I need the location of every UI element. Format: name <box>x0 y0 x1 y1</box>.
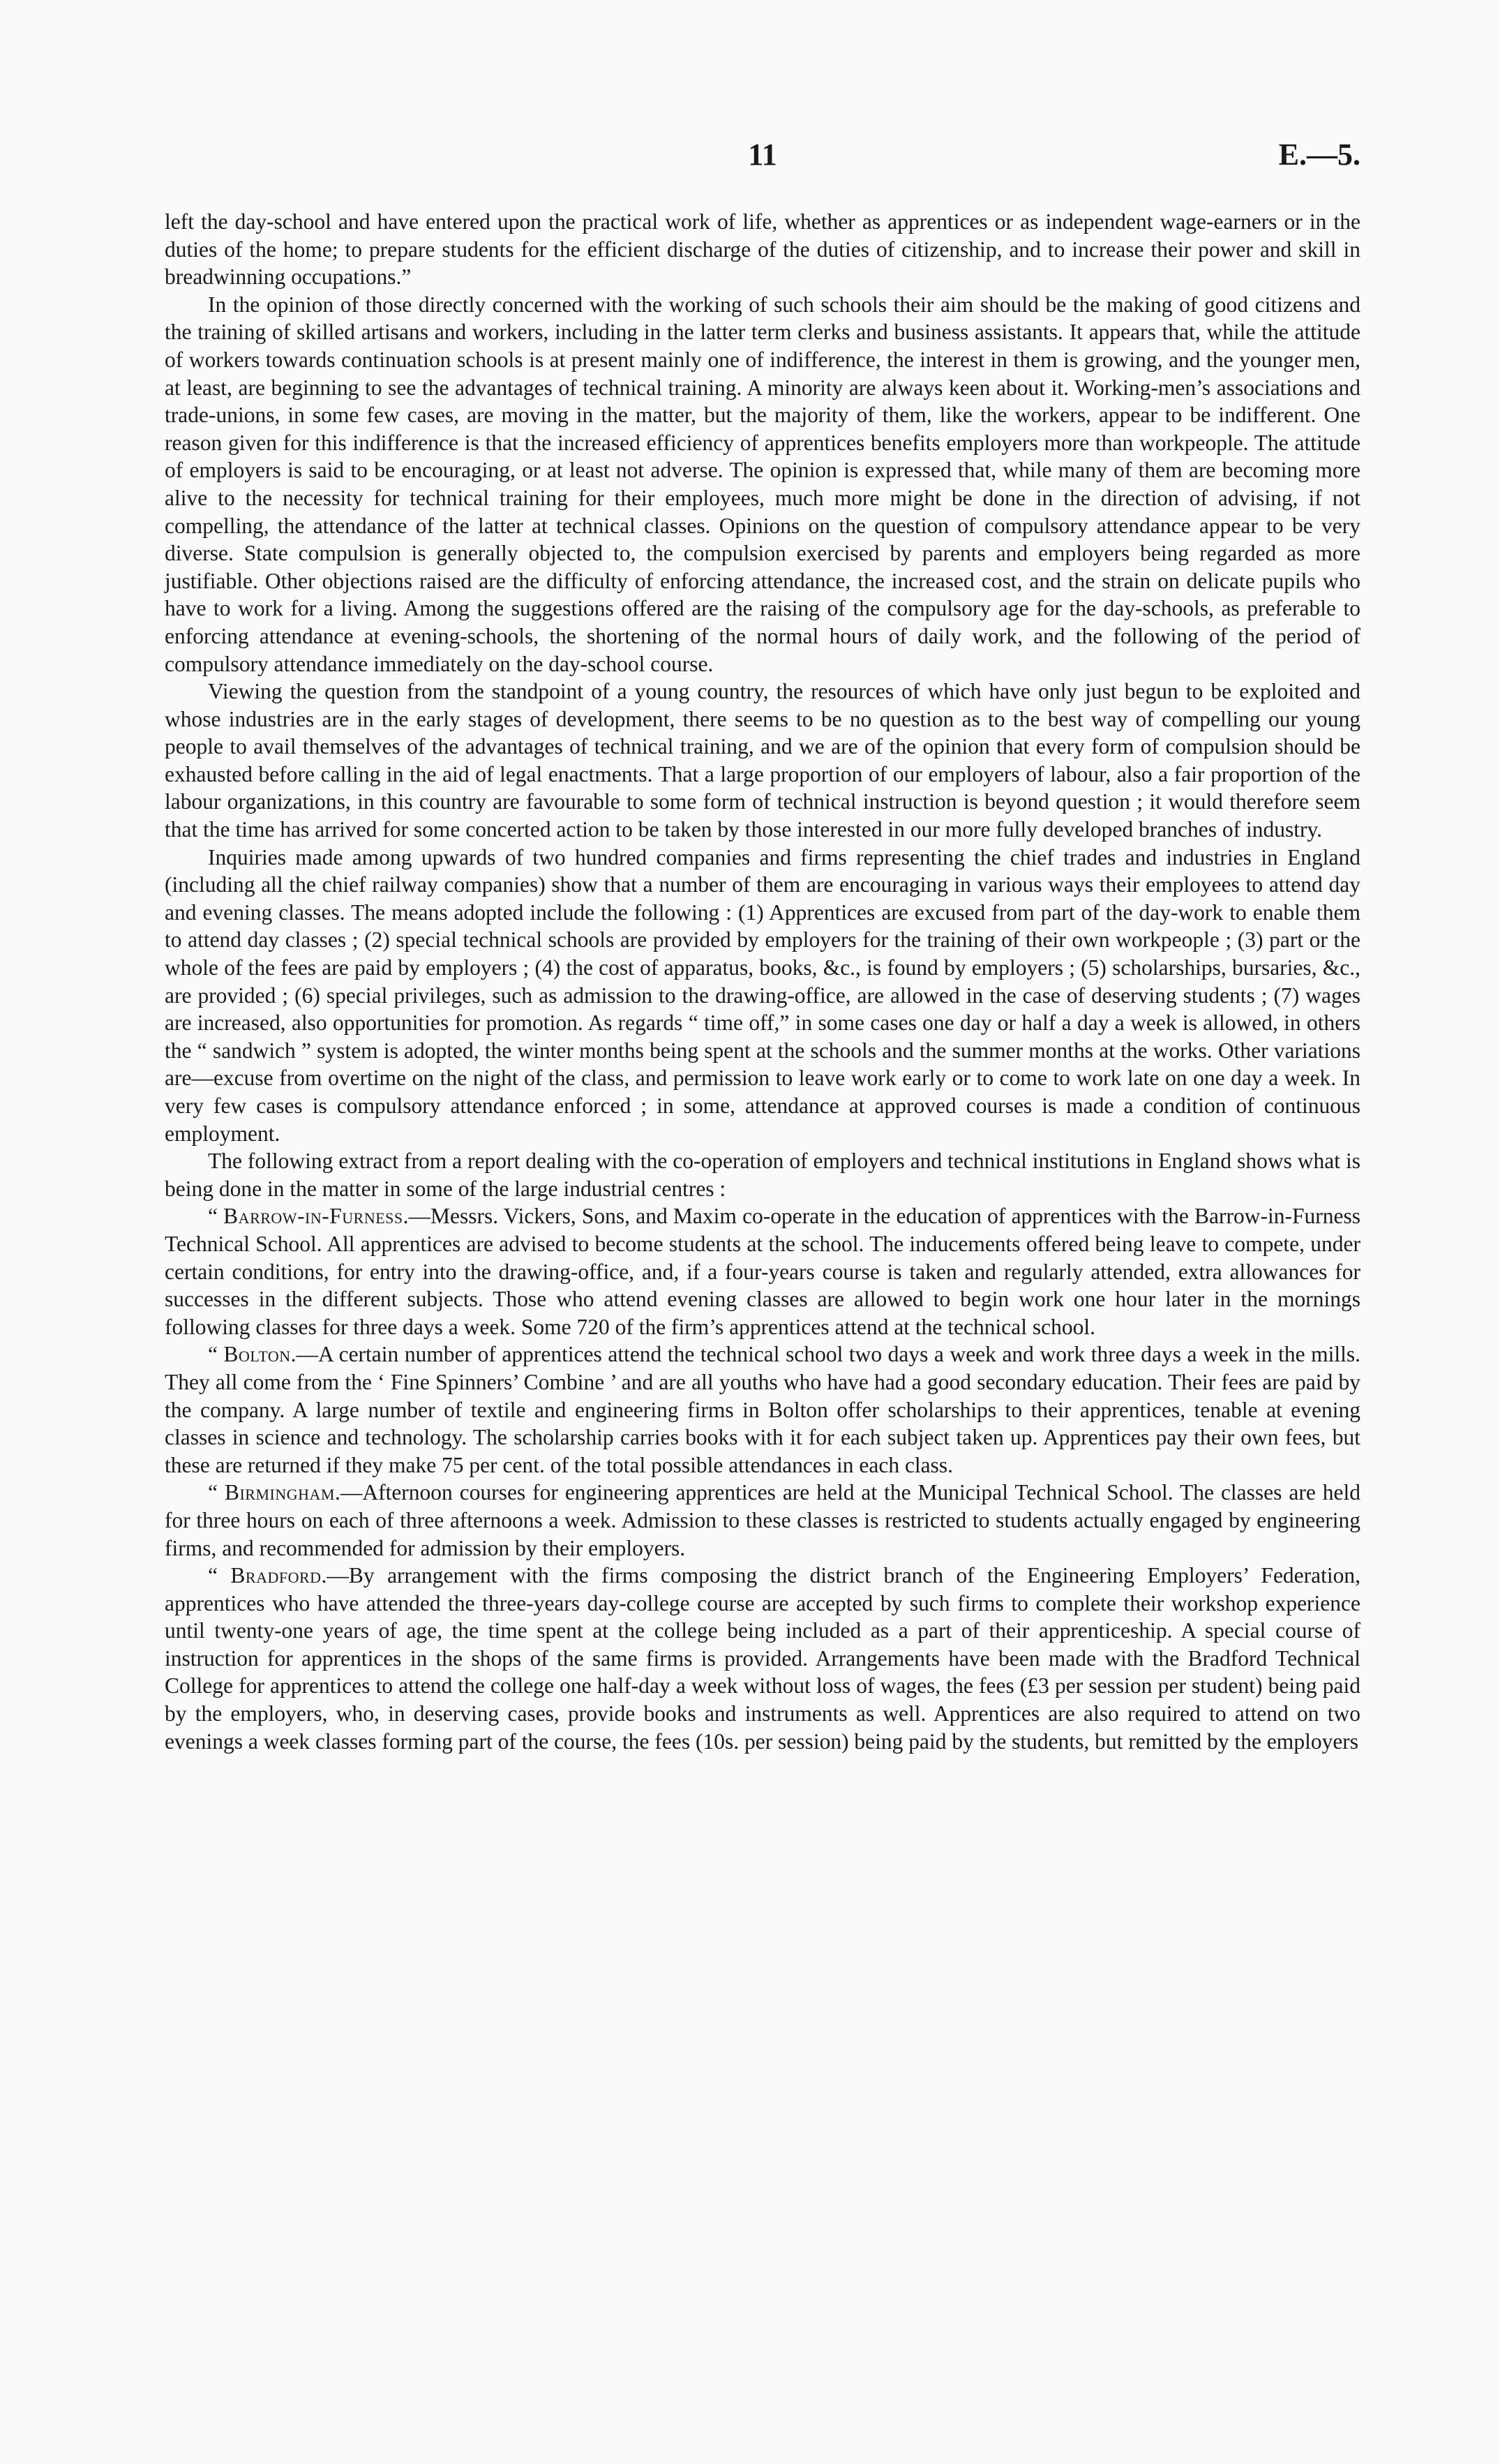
entry-text: .—Messrs. Vickers, Sons, and Maxim co-operate in the education of apprentices with the Barrow-in-Furness Technical School. All apprentices are advised to become students at the school. The inducements offered being leave to compete, under certain conditions, for entry into the drawing-office, and, if a four-years course is taken and regularly attended, extra allowances for successes in the different subjects. Those who attend evening classes are allowed to begin work one hour later in the mornings following classes for three days a week. Some 720 of the firm’s apprentices attend at the technical school. <box>165 1204 1361 1339</box>
entry-barrow <box>165 1202 1360 1341</box>
paragraph-continuation: left the day-school and have entered upon the practical work of life, whether as apprentices or as independent wage-earners or in the duties of the home; to prepare students for the efficient discharge of the duties of citizenship, and to increase their power and skill in breadwinning occupations.” <box>165 209 1360 290</box>
paragraph-inquiries: Inquiries made among upwards of two hundred companies and firms representing the chief trades and industries in England (including all the chief railway companies) show that a number of them are encouraging in various ways their employees to attend day and evening classes. The means adopted include the following : (1) Apprentices are excused from part of the day-work to enable them to attend day classes ; (2) special technical schools are provided by employers for the training of their own workpeople ; (3) part or the whole of the fees are paid by employers ; (4) the cost of apparatus, books, &c., is found by employers ; (5) scholarships, bursaries, &c., are provided ; (6) special privileges, such as admission to the drawing-office, are allowed in the case of deserving students ; (7) wages are increased, also opportunities for promotion. As regards “ time off,” in some cases one day or half a day a week is allowed, in others the “ sandwich ” system is adopted, the winter months being spent at the schools and the summer months at the works. Other variations are—excuse from overtime on the night of the class, and permission to leave work early or to come to work late on one day a week. In very few cases is compulsory attendance enforced ; in some, attendance at approved courses is made a condition of continuous employment. <box>165 844 1360 1146</box>
entry-place-name: Birmingham <box>224 1480 335 1505</box>
body-text <box>165 208 1360 1755</box>
paragraph-opinion: In the opinion of those directly concerned with the working of such schools their aim should be the making of good citizens and the training of skilled artisans and workers, including in the latter term clerks and business assistants. It appears that, while the attitude of workers towards continuation schools is at present mainly one of indifference, the interest in them is growing, and the younger men, at least, are beginning to see the advantages of technical training. A minority are always keen about it. Working-men’s associations and trade-unions, in some few cases, are moving in the matter, but the majority of them, like the workers, appear to be indifferent. One reason given for this indifference is that the increased efficiency of apprentices benefits employers more than workpeople. The attitude of employers is said to be encouraging, or at least not adverse. The opinion is expressed that, while many of them are becoming more alive to the necessity for technical training for their employees, much more might be done in the direction of advising, if not compelling, the attendance of the latter at technical classes. Opinions on the question of compulsory attendance appear to be very diverse. State compulsion is generally objected to, the compulsion exercised by parents and employers being regarded as more justifiable. Other objections raised are the difficulty of enforcing attendance, the increased cost, and the strain on delicate pupils who have to work for a living. Among the suggestions offered are the raising of the compulsory age for the day-schools, as preferable to enforcing attendance at evening-schools, the shortening of the normal hours of daily work, and the following of the period of compulsory attendance immediately on the day-school course. <box>165 292 1360 676</box>
entry-bradford <box>165 1562 1360 1755</box>
entry-place-name: Barrow-in-Furness <box>223 1204 403 1229</box>
entry-text: .—A certain number of apprentices attend the technical school two days a week and work three days a week in the mills. They all come from the ‘ Fine Spinners’ Combine ’ and are all youths who have had a good secondary education. Their fees are paid by the company. A large number of textile and engineering firms in Bolton offer scholarships to their apprentices, tenable at evening classes in science and technology. The scholarship carries books with it for each subject taken up. Apprentices pay their own fees, but these are returned if they make 75 per cent. of the total possible attendances in each class. <box>165 1342 1360 1477</box>
entry-birmingham <box>165 1479 1360 1562</box>
paragraph-report-intro: The following extract from a report dealing with the co-operation of employers and technical institutions in England shows what is being done in the matter in some of the large industrial centres : <box>165 1149 1360 1201</box>
entry-place-name: Bolton <box>223 1342 291 1367</box>
entry-bolton <box>165 1341 1360 1479</box>
page-number: 11 <box>748 137 777 172</box>
entry-text: .—Afternoon courses for engineering apprentices are held at the Municipal Technical School. The classes are held for three hours on each of three afternoons a week. Admission to these classes is restricted to students actually engaged by engineering firms, and recommended for admission by their employers. <box>165 1480 1360 1560</box>
entry-open-quote: “ <box>208 1480 225 1505</box>
entry-place-name: Bradford <box>230 1563 322 1588</box>
entry-text: .—By arrangement with the firms composing the district branch of the Engineering Employers’ Federation, apprentices who have attended the three-years day-college course are accepted by such firms to complete their workshop experience until twenty-one years of age, the time spent at the college being included as a part of their apprenticeship. A special course of instruction for apprentices in the shops of the same firms is provided. Arrangements have been made with the Bradford Technical College for apprentices to attend the college one half-day a week without loss of wages, the fees (£3 per session per student) being paid by the employers, who, in deserving cases, provide books and instruments as well. Apprentices are also required to attend on two evenings a week classes forming part of the course, the fees (10s. per session) being paid by the students, but remitted by the employers <box>165 1563 1361 1754</box>
document-reference: E.—5. <box>1278 137 1360 172</box>
paragraph-young-country: Viewing the question from the standpoint of a young country, the resources of which have only just begun to be exploited and whose industries are in the early stages of development, there seems to be no question as to the best way of compelling our young people to avail themselves of the advantages of technical training, and we are of the opinion that every form of compulsion should be exhausted before calling in the aid of legal enactments. That a large proportion of our employers of labour, also a fair proportion of the labour organizations, in this country are favourable to some form of technical instruction is beyond question ; it would therefore seem that the time has arrived for some concerted action to be taken by those interested in our more fully developed branches of industry. <box>165 679 1360 842</box>
page-header <box>165 137 1360 179</box>
entry-open-quote: “ <box>208 1342 224 1367</box>
entry-open-quote: “ <box>208 1563 231 1588</box>
entry-open-quote: “ <box>208 1204 224 1229</box>
